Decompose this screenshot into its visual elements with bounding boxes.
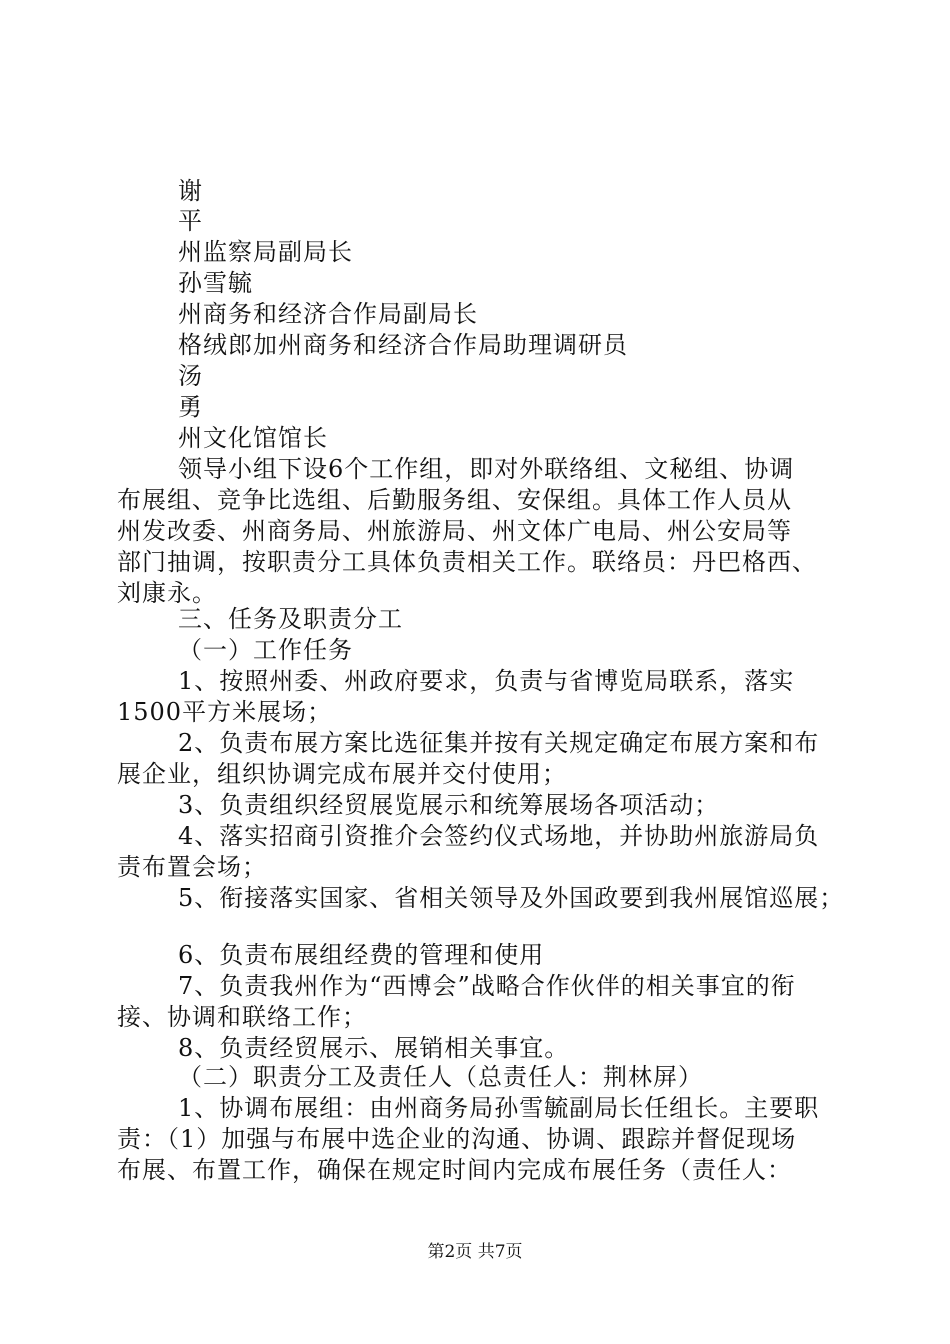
subsection-heading: （一）工作任务 (178, 636, 353, 664)
doc-line: 布展组、竞争比选组、后勤服务组、安保组。具体工作人员从 (117, 486, 792, 514)
doc-line: 8、负责经贸展示、展销相关事宜。 (178, 1034, 570, 1062)
section-heading: 三、任务及职责分工 (178, 605, 403, 633)
doc-line: 刘康永。 (117, 579, 217, 607)
doc-line: 5、衔接落实国家、省相关领导及外国政要到我州展馆巡展； (178, 884, 845, 912)
doc-line: 展企业，组织协调完成布展并交付使用； (117, 760, 567, 788)
doc-line: 州发改委、州商务局、州旅游局、州文体广电局、州公安局等 (117, 517, 792, 545)
doc-line: 格绒郎加州商务和经济合作局助理调研员 (178, 331, 628, 359)
doc-line: 勇 (178, 393, 203, 421)
doc-line: 孙雪毓 (178, 269, 253, 297)
doc-line: 7、负责我州作为“西博会”战略合作伙伴的相关事宜的衔 (178, 972, 796, 1000)
doc-line: 州监察局副局长 (178, 238, 353, 266)
doc-line: 1、协调布展组：由州商务局孙雪毓副局长任组长。主要职 (178, 1094, 820, 1122)
doc-line: 州商务和经济合作局副局长 (178, 300, 478, 328)
doc-line: 州文化馆馆长 (178, 424, 328, 452)
doc-line: 1、按照州委、州政府要求，负责与省博览局联系，落实 (178, 667, 795, 695)
doc-line: 6、负责布展组经费的管理和使用 (178, 941, 545, 969)
doc-line: 3、负责组织经贸展览展示和统筹展场各项活动； (178, 791, 720, 819)
doc-line: 部门抽调，按职责分工具体负责相关工作。联络员：丹巴格西、 (117, 548, 817, 576)
doc-line: 责布置会场； (117, 853, 267, 881)
doc-line: 谢 (178, 177, 203, 205)
subsection-heading: （二）职责分工及责任人（总责任人：荆林屏） (178, 1063, 703, 1091)
doc-line: 接、协调和联络工作； (117, 1003, 367, 1031)
page-footer: 第2页 共7页 (427, 1242, 523, 1262)
doc-line: 4、落实招商引资推介会签约仪式场地，并协助州旅游局负 (178, 822, 820, 850)
doc-line: 1500平方米展场； (117, 698, 333, 726)
doc-line: 责：（1）加强与布展中选企业的沟通、协调、跟踪并督促现场 (117, 1125, 797, 1153)
doc-line: 2、负责布展方案比选征集并按有关规定确定布展方案和布 (178, 729, 820, 757)
doc-line: 汤 (178, 362, 203, 390)
doc-line: 领导小组下设6个工作组，即对外联络组、文秘组、协调 (178, 455, 795, 483)
doc-line: 平 (178, 207, 203, 235)
doc-line: 布展、布置工作，确保在规定时间内完成布展任务（责任人： (117, 1156, 792, 1184)
